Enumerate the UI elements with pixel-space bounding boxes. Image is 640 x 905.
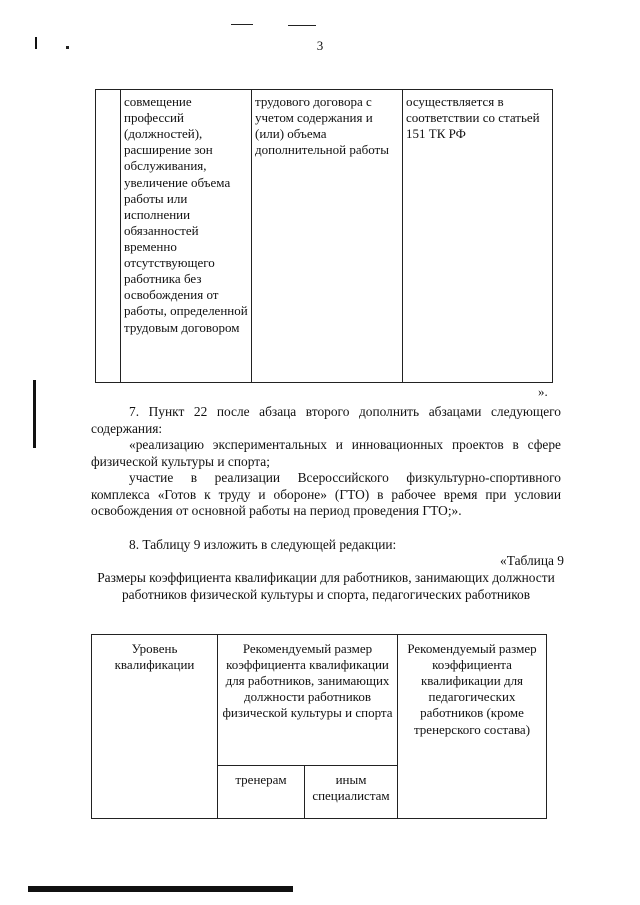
- table-label: «Таблица 9: [500, 553, 564, 568]
- scan-speck: [231, 24, 253, 25]
- subheader-trainers: тренерам: [218, 766, 305, 819]
- continuation-table: [95, 89, 553, 383]
- header-pedagogical-coefficient: Рекомендуемый размер коэффициента квалификации для педагогических работников (кроме тренерского состава): [398, 635, 547, 819]
- table-title: Размеры коэффициента квалификации для работников, занимающих должности работников физической культуры и спорта, педагогических работников: [97, 570, 555, 602]
- paragraph-7-quote-2: участие в реализации Всероссийского физкультурно-спортивного комплекса «Готов к труду и обороне» (ГТО) в рабочее время при условии освобождения от основной работы на период проведения ГТО;».: [91, 470, 561, 519]
- table-cell-empty: [96, 90, 121, 383]
- page-number: 3: [316, 38, 324, 53]
- table-row: [96, 90, 553, 383]
- header-qualification-level: Уровень квалификации: [92, 635, 218, 819]
- bottom-scan-bar: [28, 886, 293, 892]
- coefficient-table: [91, 634, 547, 819]
- table-cell: трудового договора с учетом содержания и (или) объема дополнительной работы: [252, 90, 403, 383]
- paragraph-7-quote-1: «реализацию экспериментальных и инновационных проектов в сфере физической культуры и спорта;: [91, 437, 561, 469]
- header-sport-coefficient: Рекомендуемый размер коэффициента квалификации для работников, занимающих должности работников физической культуры и спорта: [218, 635, 398, 766]
- subheader-other-specialists: иным специалистам: [305, 766, 398, 819]
- paragraph-7: 7. Пункт 22 после абзаца второго дополнить абзацами следующего содержания:: [91, 404, 561, 436]
- paragraph-8: 8. Таблицу 9 изложить в следующей редакции:: [129, 537, 397, 552]
- closing-quote: ».: [538, 384, 548, 399]
- table-cell: совмещение профессий (должностей), расширение зон обслуживания, увеличение объема работы или исполнении обязанностей временно отсутствующего работника без освобождения от работы, определенной трудовым договором: [121, 90, 252, 383]
- table-row: [92, 635, 547, 766]
- scan-speck: [288, 25, 316, 26]
- left-margin-bar: [33, 380, 36, 448]
- table-cell: осуществляется в соответствии со статьей 151 ТК РФ: [403, 90, 553, 383]
